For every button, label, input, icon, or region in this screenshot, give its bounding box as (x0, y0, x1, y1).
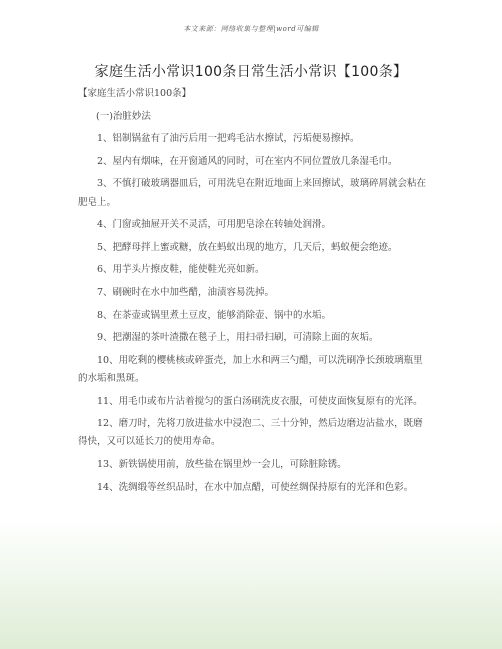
source-note: 本文来源：网络收集与整理|word可编辑 (183, 25, 319, 33)
list-item: 1、铝制锅盆有了油污后用一把鸡毛沾水擦试，污垢便易擦掉。 (97, 133, 360, 145)
list-item: 13、新铁锅使用前，放些盐在锅里炒一会儿，可除脏除锈。 (97, 458, 347, 470)
list-item: 3、不慎打破玻璃器皿后，可用洗皂在附近地面上来回擦试，玻璃碎屑就会粘在肥皂上。 (78, 178, 427, 208)
section-heading: (一)治脏妙法 (96, 110, 151, 122)
list-item: 9、把潮湿的茶叶渣撒在毯子上，用扫帚扫刷，可清除上面的灰垢。 (97, 332, 379, 344)
page-title: 家庭生活小常识100条日常生活小常识【100条】 (94, 64, 408, 80)
list-item: 6、用芋头片擦皮鞋，能使鞋光亮如新。 (97, 264, 265, 276)
subtitle: 【家庭生活小常识100条】 (78, 88, 192, 99)
document-body (78, 85, 432, 501)
list-item: 11、用毛巾或布片沾着搅匀的蛋白汤刷洗皮衣服，可使皮面恢复原有的光泽。 (97, 395, 423, 407)
list-item: 10、用吃剩的樱桃核或碎蛋壳，加上水和两三勺醋，可以洗刷净长颈玻璃瓶里的水垢和黑斑。 (78, 354, 423, 384)
list-item: 2、屋内有烟味，在开窗通风的同时，可在室内不同位置放几条湿毛巾。 (97, 155, 398, 167)
list-item: 8、在茶壶或锅里煮土豆皮，能够消除壶、锅中的水垢。 (97, 309, 332, 321)
list-item: 4、门窗或抽屉开关不灵活，可用肥皂涂在转轴处润滑。 (97, 219, 332, 231)
bottom-decoration (0, 519, 502, 649)
list-item: 5、把酵母拌上蜜或糖，放在蚂蚁出现的地方，几天后，蚂蚁便会绝迹。 (97, 241, 398, 253)
list-item: 12、磨刀时，先将刀放进盐水中浸泡二、三十分钟，然后边磨边沾盐水，既磨得快，又可以延长刀的使用寿命。 (78, 418, 423, 448)
list-item: 14、洗绸缎等丝织品时，在水中加点醋，可使丝绸保持原有的光泽和色彩。 (97, 481, 414, 493)
list-item: 7、刷碗时在水中加些醋，油渍容易洗掉。 (97, 286, 275, 298)
